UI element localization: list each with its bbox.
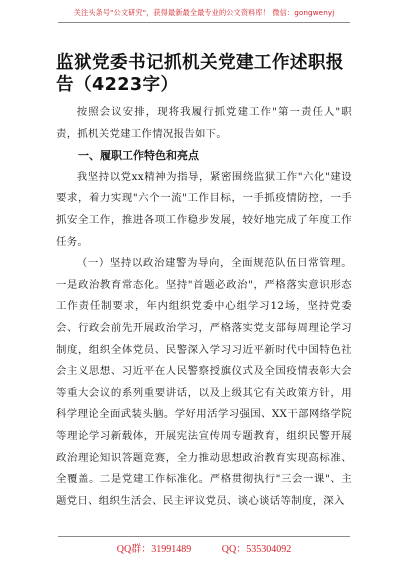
top-divider	[58, 22, 350, 23]
footer-qq: QQ：535304092	[221, 544, 292, 555]
intro-paragraph: 按照会议安排，现将我履行抓党建工作"第一责任人"职责，抓机关党建工作情况报告如下。	[56, 106, 352, 140]
section-heading: 一、履职工作特色和亮点	[78, 149, 199, 163]
top-banner: 关注头条号"公文研究"，获得最新最全最专业的公文资料库！ 微信：gongwenyj	[73, 8, 335, 17]
paragraph-2: （一）坚持以政治建警为导向，全面规范队伍日常管理。一是政治教育常态化。坚持"首题必政治"，严格落实意识形态工作责任制要求，年内组织党委中心组学习12场，坚持党委会、行政会前先开展政治学习，严格落实党支部每周理论学习制度，组织全体党员、民警深入学习习近平新时代中国特色社会主义思想、习近平在人民警察授旗仪式及全国疫情表彰大会等重大会议的系列重要讲话，以及上级其它有关政策方针，用科学理论全面武装头脑。学好用活学习强国、XX干部网络学院等理论学习新载体，开展宪法宣传周专题教育，组织民警开展政治理论知识答题竞赛，全力推动思想政治教育实现高标准、全覆盖。二是党建工作标准化。严格贯彻执行"三会一课"、主题党日、组织生活会、民主评议党员、谈心谈话等制度，深入	[56, 257, 352, 507]
footer-qq-group: QQ群：31991489	[116, 544, 192, 555]
bottom-divider	[58, 536, 350, 537]
paragraph-1: 我坚持以党xx精神为指导，紧密围绕监狱工作"六化"建设要求，着力实现"六个一流"工作目标，一手抓疫情防控，一手抓安全工作，推进各项工作稳步发展，较好地完成了年度工作任务。	[56, 170, 352, 248]
page-title: 监狱党委书记抓机关党建工作述职报告（4223字）	[56, 53, 344, 95]
document-body	[56, 52, 352, 512]
footer	[0, 540, 408, 555]
